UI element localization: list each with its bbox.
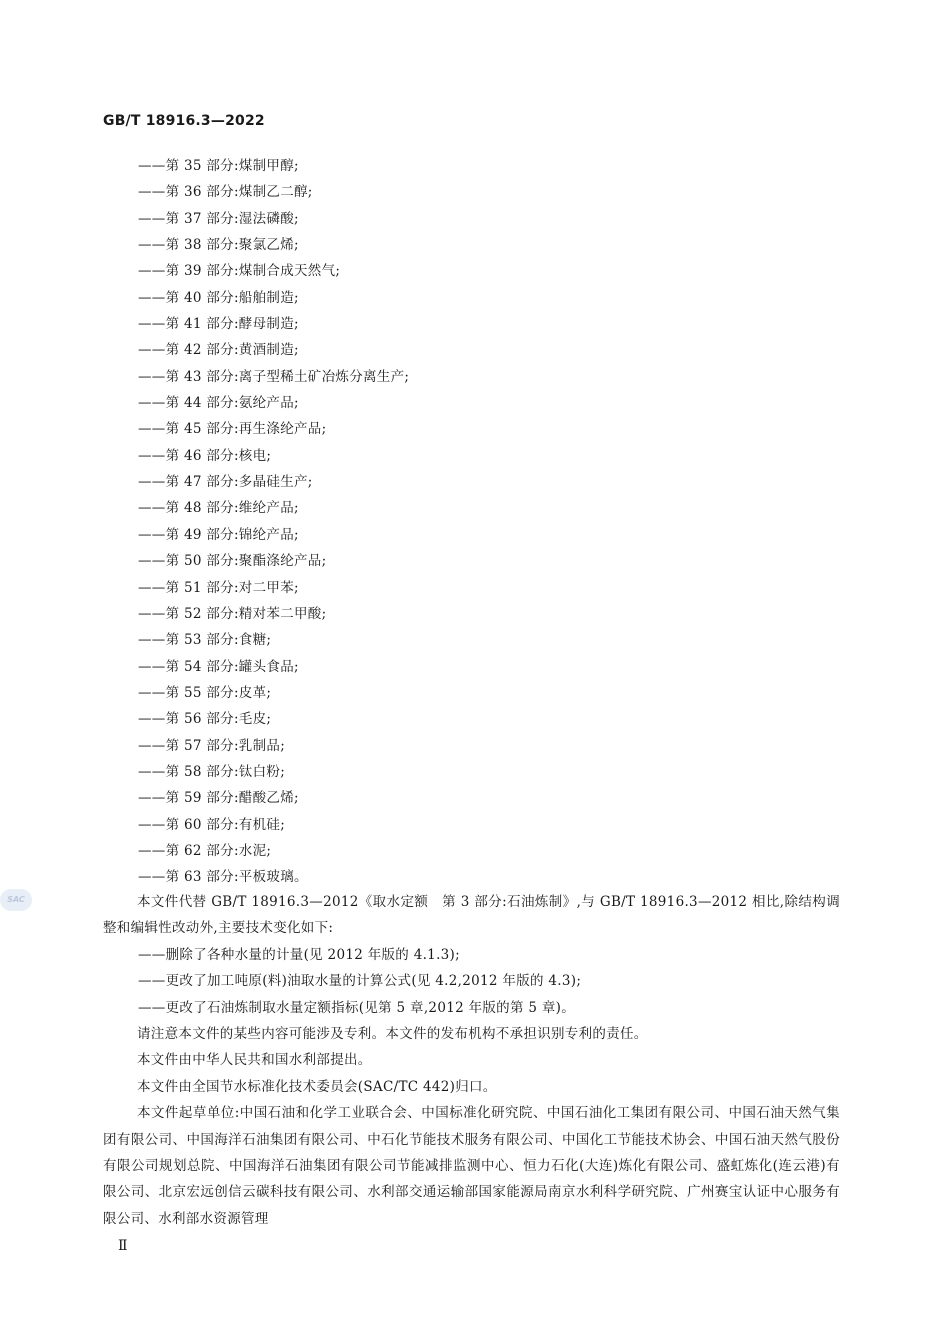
list-item: ——第 43 部分:离子型稀土矿冶炼分离生产;	[138, 368, 410, 385]
list-item: ——第 44 部分:氨纶产品;	[138, 395, 299, 412]
list-item: ——第 63 部分:平板玻璃。	[138, 869, 308, 886]
parts-list	[138, 153, 409, 891]
list-item: ——第 39 部分:煤制合成天然气;	[138, 263, 341, 280]
list-item: ——第 58 部分:钛白粉;	[138, 763, 286, 780]
patent-note: 请注意本文件的某些内容可能涉及专利。本文件的发布机构不承担识别专利的责任。	[137, 1026, 648, 1043]
list-item: ——第 59 部分:醋酸乙烯;	[138, 790, 299, 807]
list-item: ——第 42 部分:黄酒制造;	[138, 342, 299, 359]
list-item: ——第 48 部分:维纶产品;	[138, 500, 299, 517]
list-item: ——第 35 部分:煤制甲醇;	[138, 158, 299, 174]
page-number: Ⅱ	[118, 1238, 128, 1254]
list-item: ——第 50 部分:聚酯涤纶产品;	[138, 553, 327, 570]
list-item: ——第 37 部分:湿法磷酸;	[138, 210, 299, 227]
replacement-paragraph: 本文件代替 GB/T 18916.3—2012《取水定额 第 3 部分:石油炼制》,与 GB/T 18916.3—2012 相比,除结构调整和编辑性改动外,主要技术变化如下:	[103, 894, 840, 937]
list-item: ——第 51 部分:对二甲苯;	[138, 579, 299, 596]
sac-watermark-logo: SAC	[0, 889, 32, 911]
list-item: ——第 47 部分:多晶硅生产;	[138, 474, 313, 491]
list-item: ——第 36 部分:煤制乙二醇;	[138, 184, 313, 201]
jurisdiction: 本文件由全国节水标准化技术委员会(SAC/TC 442)归口。	[137, 1078, 497, 1095]
list-item: ——第 57 部分:乳制品;	[138, 737, 286, 754]
list-item: ——第 49 部分:锦纶产品;	[138, 526, 299, 543]
list-item: ——第 55 部分:皮革;	[138, 684, 272, 701]
list-item: ——第 40 部分:船舶制造;	[138, 289, 299, 306]
change-item: ——删除了各种水量的计量(见 2012 年版的 4.1.3);	[138, 946, 460, 963]
change-item: ——更改了石油炼制取水量定额指标(见第 5 章,2012 年版的第 5 章)。	[138, 999, 576, 1016]
list-item: ——第 62 部分:水泥;	[138, 842, 272, 859]
list-item: ——第 38 部分:聚氯乙烯;	[138, 237, 299, 254]
change-item: ——更改了加工吨原(料)油取水量的计算公式(见 4.2,2012 年版的 4.3);	[138, 973, 582, 990]
document-header-id: GB/T 18916.3—2022	[103, 113, 265, 129]
list-item: ——第 41 部分:酵母制造;	[138, 316, 299, 333]
list-item: ——第 52 部分:精对苯二甲酸;	[138, 605, 327, 622]
list-item: ——第 45 部分:再生涤纶产品;	[138, 421, 327, 438]
drafting-units: 本文件起草单位:中国石油和化学工业联合会、中国标准化研究院、中国石油化工集团有限公司、中国石油天然气集团有限公司、中国海洋石油集团有限公司、中石化节能技术服务有限公司、中国化工节能技术协会、中国石油天然气股份有限公司规划总院、中国海洋石油集团有限公司节能减排监测中心、恒力石化(大连)炼化有限公司、盛虹炼化(连云港)有限公司、北京宏远创信云碳科技有限公司、水利部交通运输部国家能源局南京水利科学研究院、广州赛宝认证中心服务有限公司、水利部水资源管理	[103, 1105, 840, 1227]
proposed-by: 本文件由中华人民共和国水利部提出。	[137, 1052, 372, 1069]
foreword-body	[103, 889, 840, 1232]
list-item: ——第 53 部分:食糖;	[138, 632, 272, 649]
list-item: ——第 56 部分:毛皮;	[138, 711, 272, 728]
list-item: ——第 54 部分:罐头食品;	[138, 658, 299, 675]
list-item: ——第 60 部分:有机硅;	[138, 816, 286, 833]
list-item: ——第 46 部分:核电;	[138, 447, 272, 464]
